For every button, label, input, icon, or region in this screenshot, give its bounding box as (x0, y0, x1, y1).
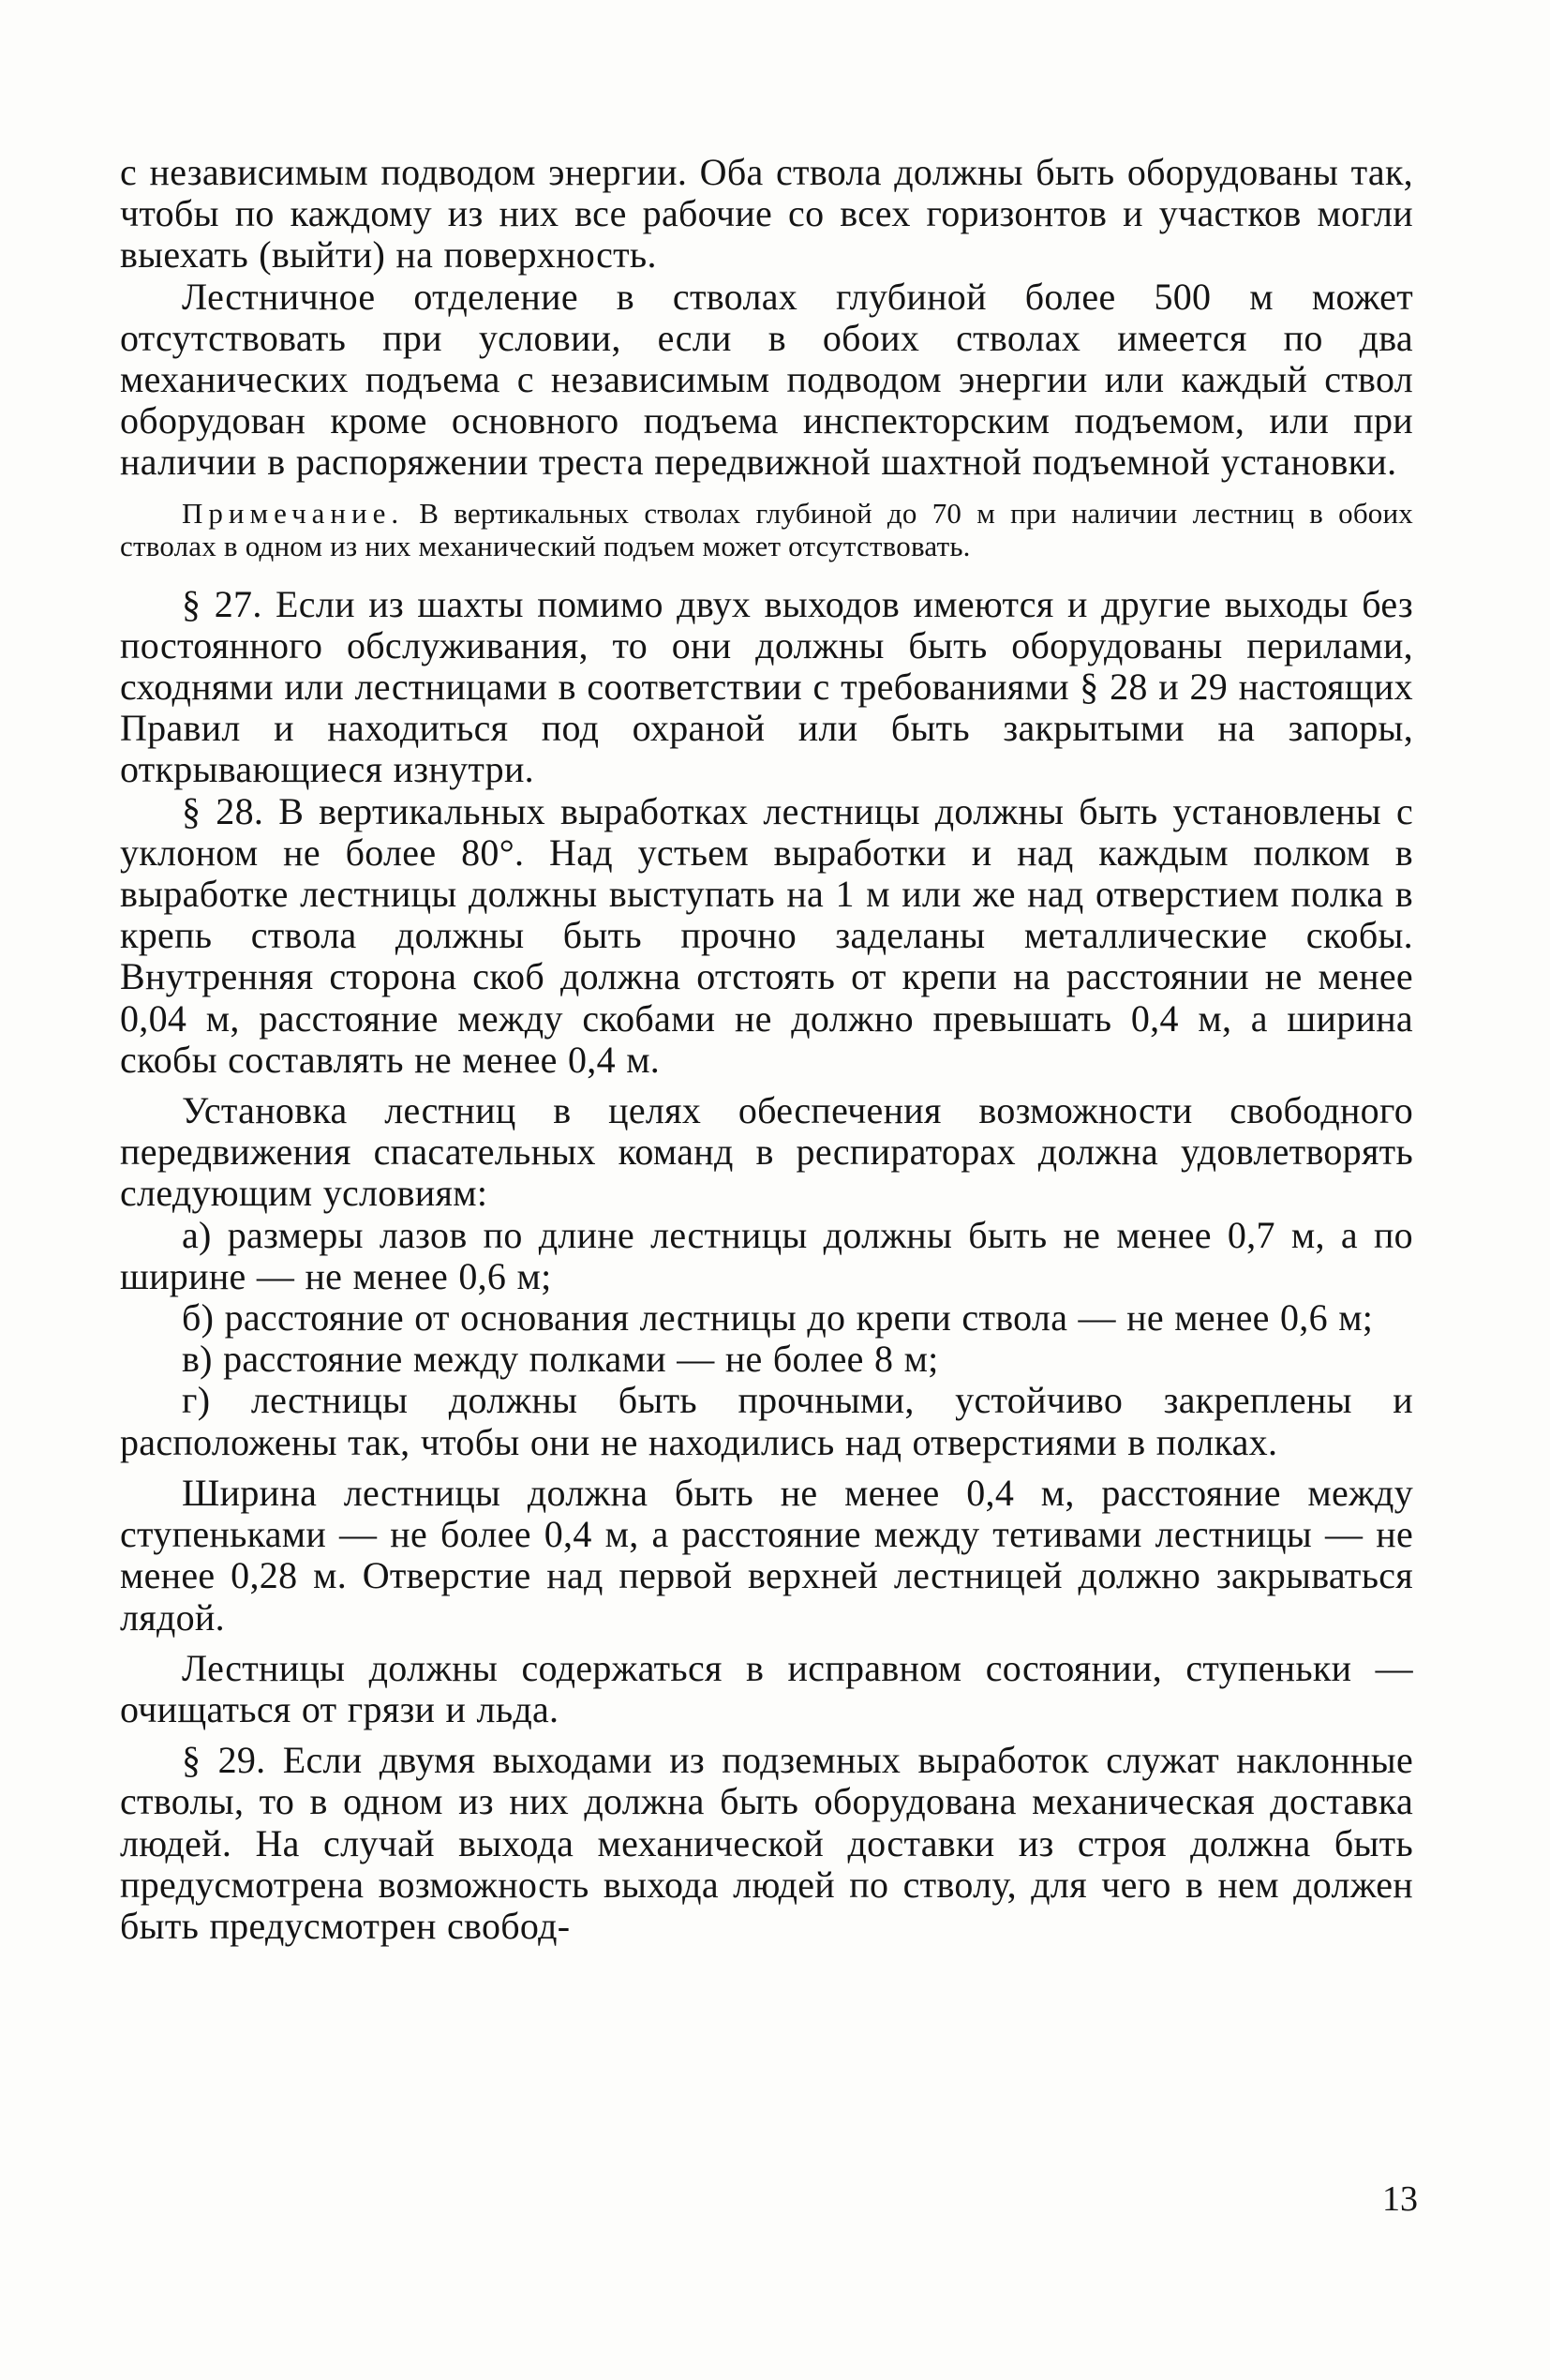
note (120, 497, 1413, 563)
paragraph-ladder-width: Ширина лестницы должна быть не менее 0,4 м, расстояние между ступеньками — не более 0,4 м, а расстояние между тетивами лестницы — не менее 0,28 м. Отверстие над первой верхней лестницей должно закрываться лядой. (120, 1471, 1413, 1639)
note-lead: Примечание. (182, 496, 405, 530)
paragraph-ladder-compartment: Лестничное отделение в стволах глубиной более 500 м может отсутствовать при условии, если в обоих стволах имеется по два механических подъема с независимым подводом энергии или каждый ствол оборудован кроме основного подъема инспекторским подъемом, или при наличии в распоряжении треста передвижной шахтной подъемной установки. (120, 275, 1413, 484)
paragraph-energy-supply: с независимым подводом энергии. Оба ствола должны быть оборудованы так, чтобы по каждому из них все рабочие со всех горизонтов и участков могли выехать (выйти) на поверхность. (120, 151, 1413, 277)
page-number: 13 (1382, 2179, 1418, 2219)
paragraph-ladder-maintenance: Лестницы должны содержаться в исправном состоянии, ступеньки — очищаться от грязи и льда. (120, 1646, 1413, 1730)
section-27: § 27. Если из шахты помимо двух выходов имеются и другие выходы без постоянного обслуживания, то они должны быть оборудованы перилами, сходнями или лестницами в соответствии с требованиями § 28 и 29 настоящих Правил и находиться под охраной или быть закрытыми на запоры, открывающиеся изнутри. (120, 582, 1413, 791)
paragraph-ladder-installation: Установка лестниц в целях обеспечения возможности свободного передвижения спасательных команд в респираторах должна удовлетворять следующим условиям: (120, 1089, 1413, 1215)
section-28: § 28. В вертикальных выработках лестницы должны быть установлены с уклоном не более 80°. Над устьем выработки и над каждым полком в выработке лестницы должны выступать на 1 м или же над отверстием полка в крепь ствола должны быть прочно заделаны металлические скобы. Внутренняя сторона скоб должна отстоять от крепи на расстоянии не менее 0,04 м, расстояние между скобами не должно превышать 0,4 м, а ширина скобы составлять не менее 0,4 м. (120, 789, 1413, 1081)
body-text (120, 152, 1413, 1947)
list-item-g: г) лестницы должны быть прочными, устойчиво закреплены и расположены так, чтобы они не находились над отверстиями в полках. (120, 1379, 1413, 1463)
list-item-a: а) размеры лазов по длине лестницы должны быть не менее 0,7 м, а по ширине — не менее 0,6 м; (120, 1213, 1413, 1297)
list-item-v: в) расстояние между полками — не более 8 м; (182, 1338, 939, 1381)
section-29: § 29. Если двумя выходами из подземных выработок служат наклонные стволы, то в одном из них должна быть оборудована механическая доставка людей. На случай выхода механической доставки из строя должна быть предусмотрена возможность выхода людей по стволу, для чего в нем должен быть предусмотрен свобод- (120, 1739, 1413, 1947)
note-text: В вертикальных стволах глубиной до 70 м при наличии лестниц в обоих стволах в одном из них механический подъем может отсутствовать. (120, 496, 1413, 563)
list-item-b: б) расстояние от основания лестницы до крепи ствола — не менее 0,6 м; (182, 1296, 1374, 1340)
